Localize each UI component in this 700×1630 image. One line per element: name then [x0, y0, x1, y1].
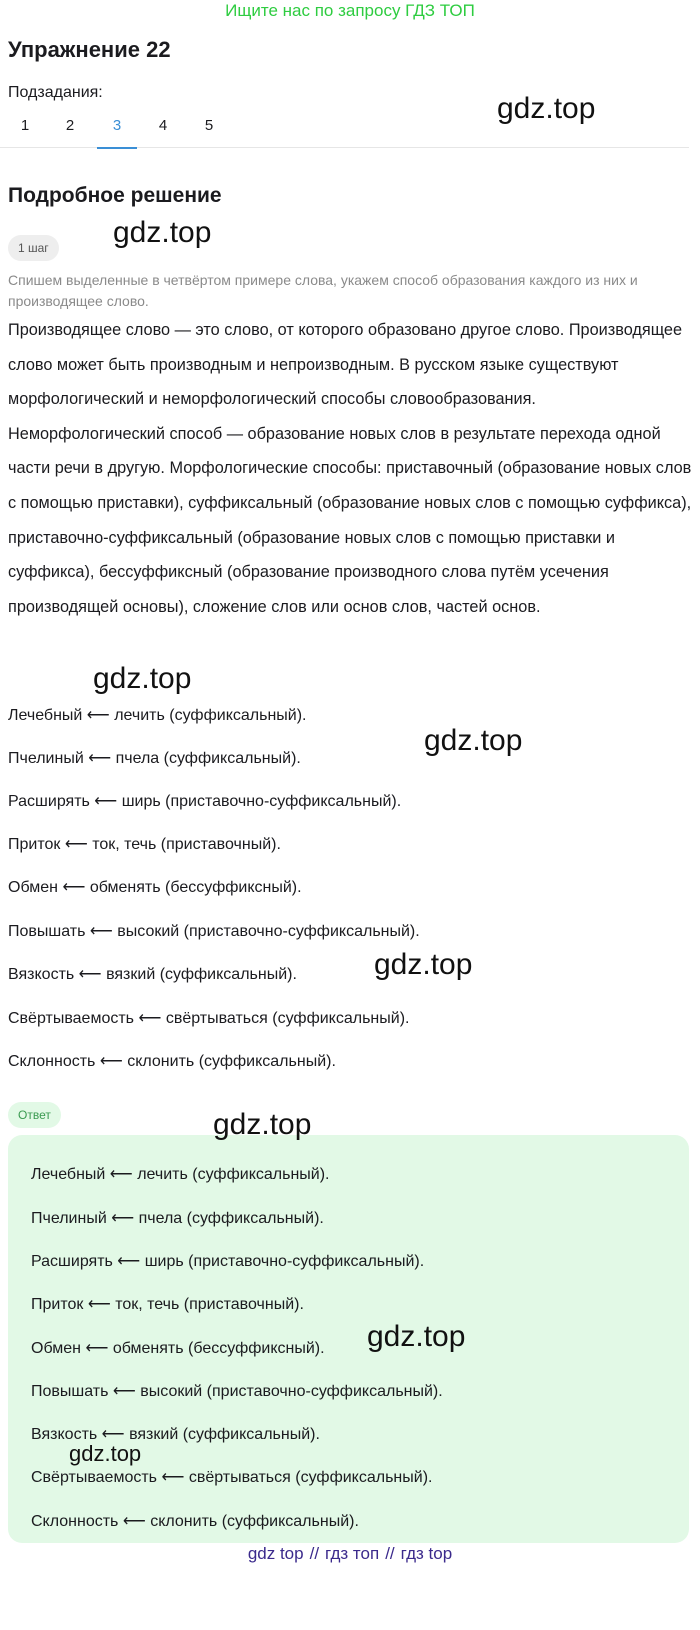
tab-subtask-2[interactable]: 2	[65, 117, 75, 134]
solution-line: Лечебный ⟵ лечить (суффиксальный).	[8, 707, 307, 724]
watermark: gdz.top	[93, 662, 192, 695]
solution-line: Повышать ⟵ высокий (приставочно-суффиксальный).	[8, 923, 420, 940]
answer-line: Расширять ⟵ ширь (приставочно-суффиксальный).	[31, 1253, 425, 1270]
watermark: gdz.top	[424, 724, 523, 757]
watermark: gdz.top	[69, 1441, 142, 1466]
answer-line: Лечебный ⟵ лечить (суффиксальный).	[31, 1166, 330, 1183]
watermark: gdz.top	[113, 216, 212, 249]
answer-line: Вязкость ⟵ вязкий (суффиксальный).	[31, 1426, 320, 1443]
solution-line: Вязкость ⟵ вязкий (суффиксальный).	[8, 966, 297, 983]
watermark: gdz.top	[374, 948, 473, 981]
footer-link-gdz-top-mixed[interactable]: гдз top	[400, 1544, 453, 1563]
answer-line: Склонность ⟵ склонить (суффиксальный).	[31, 1513, 359, 1530]
tab-subtask-3[interactable]: 3	[97, 112, 137, 148]
footer-links	[0, 1542, 700, 1566]
solution-line: Свёртываемость ⟵ свёртываться (суффиксальный).	[8, 1010, 410, 1027]
answer-badge: Ответ	[8, 1102, 61, 1128]
solution-line: Обмен ⟵ обменять (бессуффиксный).	[8, 879, 302, 896]
footer-link-gdz-top[interactable]: gdz top	[247, 1544, 304, 1563]
answer-line: Приток ⟵ ток, течь (приставочный).	[31, 1296, 304, 1313]
watermark: gdz.top	[497, 92, 596, 125]
step-badge: 1 шаг	[8, 235, 59, 261]
promo-banner: Ищите нас по запросу ГДЗ ТОП	[225, 1, 475, 20]
footer-separator: //	[385, 1544, 395, 1563]
solution-explanation: Производящее слово — это слово, от которого образовано другое слово. Производящее слово может быть производным и непроизводным. В русском языке существуют морфологический и неморфологический способы словообразования. Неморфологический способ — образование новых слов в результате перехода одной части речи в другую. Морфологические способы: приставочный (образование новых слов с помощью приставки), суффиксальный (образование новых слов с помощью суффикса), приставочно-суффиксальный (образование новых слов с помощью приставки и суффикса), бессуффиксный (образование производного слова путём усечения производящей основы), сложение слов или основ слов, частей основ.	[8, 321, 692, 616]
answer-line: Пчелиный ⟵ пчела (суффиксальный).	[31, 1210, 324, 1227]
solution-title: Подробное решение	[8, 184, 222, 207]
answer-line: Обмен ⟵ обменять (бессуффиксный).	[31, 1340, 325, 1357]
solution-intro: Спишем выделенные в четвёртом примере слова, укажем способ образования каждого из них и производящее слово.	[8, 272, 638, 309]
solution-line: Склонность ⟵ склонить (суффиксальный).	[8, 1053, 336, 1070]
subtasks-label: Подзадания:	[8, 84, 103, 101]
watermark: gdz.top	[367, 1320, 466, 1353]
solution-line: Пчелиный ⟵ пчела (суффиксальный).	[8, 750, 301, 767]
footer-link-gdz-top-ru[interactable]: гдз топ	[325, 1544, 380, 1563]
footer-separator: //	[309, 1544, 320, 1563]
solution-line: Расширять ⟵ ширь (приставочно-суффиксальный).	[8, 793, 402, 810]
tab-subtask-5[interactable]: 5	[204, 117, 214, 134]
page-title: Упражнение 22	[8, 37, 171, 62]
answer-line: Повышать ⟵ высокий (приставочно-суффиксальный).	[31, 1383, 443, 1400]
watermark: gdz.top	[213, 1108, 312, 1141]
tab-subtask-4[interactable]: 4	[158, 117, 168, 134]
tab-subtask-1[interactable]: 1	[20, 117, 30, 134]
solution-line: Приток ⟵ ток, течь (приставочный).	[8, 836, 281, 853]
answer-line: Свёртываемость ⟵ свёртываться (суффиксальный).	[31, 1469, 433, 1486]
